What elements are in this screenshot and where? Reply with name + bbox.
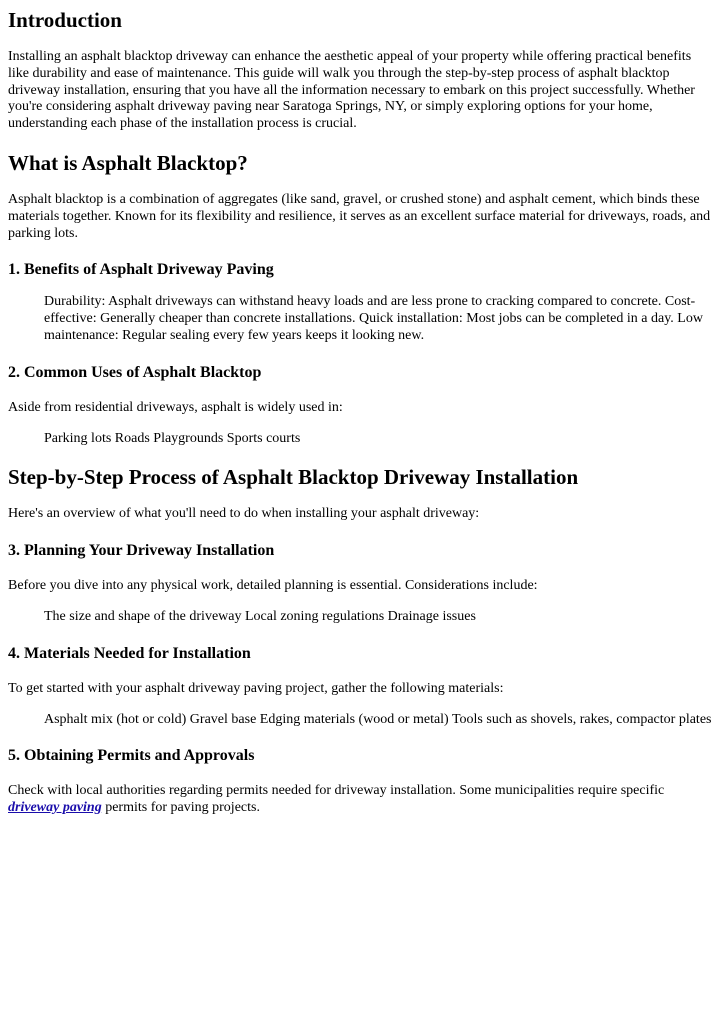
uses-paragraph: Aside from residential driveways, asphalt is widely used in: xyxy=(8,399,343,415)
heading-planning: 3. Planning Your Driveway Installation xyxy=(8,542,275,560)
permits-text-after: permits for paving projects. xyxy=(101,800,260,816)
heading-materials: 4. Materials Needed for Installation xyxy=(8,644,251,662)
permits-text-before: Check with local authorities regarding permits needed for driveway installation. Some municipalities require specific xyxy=(8,783,665,799)
intro-paragraph: Installing an asphalt blacktop driveway can enhance the aesthetic appeal of your property while offering practical benefits like durability and ease of maintenance. This guide will walk you through the step-by-step process of asphalt blacktop driveway installation, ensuring that you have all the information necessary to embark on this project successfully. Whether you're considering asphalt driveway paving near Saratoga Springs, NY, or simply exploring options for your home, understanding each phase of the installation process is crucial. xyxy=(8,49,695,132)
planning-paragraph: Before you dive into any physical work, detailed planning is essential. Considerations include: xyxy=(8,578,538,594)
planning-list: The size and shape of the driveway Local zoning regulations Drainage issues xyxy=(44,608,476,624)
driveway-paving-link[interactable]: driveway paving xyxy=(8,800,102,816)
heading-introduction: Introduction xyxy=(8,8,122,32)
materials-list: Asphalt mix (hot or cold) Gravel base Edging materials (wood or metal) Tools such as shovels, rakes, compactor plates xyxy=(44,711,712,727)
materials-paragraph: To get started with your asphalt driveway paving project, gather the following materials: xyxy=(8,680,504,696)
heading-benefits: 1. Benefits of Asphalt Driveway Paving xyxy=(8,261,274,279)
what-is-paragraph: Asphalt blacktop is a combination of aggregates (like sand, gravel, or crushed stone) and asphalt cement, which binds these materials together. Known for its flexibility and resilience, it serves as an excellent surface material for driveways, roads, and parking lots. xyxy=(8,191,711,241)
heading-common-uses: 2. Common Uses of Asphalt Blacktop xyxy=(8,363,262,381)
heading-permits: 5. Obtaining Permits and Approvals xyxy=(8,747,255,765)
uses-list: Parking lots Roads Playgrounds Sports courts xyxy=(44,430,301,446)
permits-paragraph xyxy=(8,783,712,817)
benefits-list: Durability: Asphalt driveways can withstand heavy loads and are less prone to cracking compared to concrete. Cost-effective: Generally cheaper than concrete installations. Quick installation: Most jobs can be completed in a day. Low maintenance: Regular sealing every few years keeps it looking new. xyxy=(44,294,703,343)
process-paragraph: Here's an overview of what you'll need to do when installing your asphalt driveway: xyxy=(8,506,480,522)
heading-what-is-asphalt: What is Asphalt Blacktop? xyxy=(8,150,248,175)
heading-step-by-step: Step-by-Step Process of Asphalt Blacktop Driveway Installation xyxy=(8,465,579,490)
